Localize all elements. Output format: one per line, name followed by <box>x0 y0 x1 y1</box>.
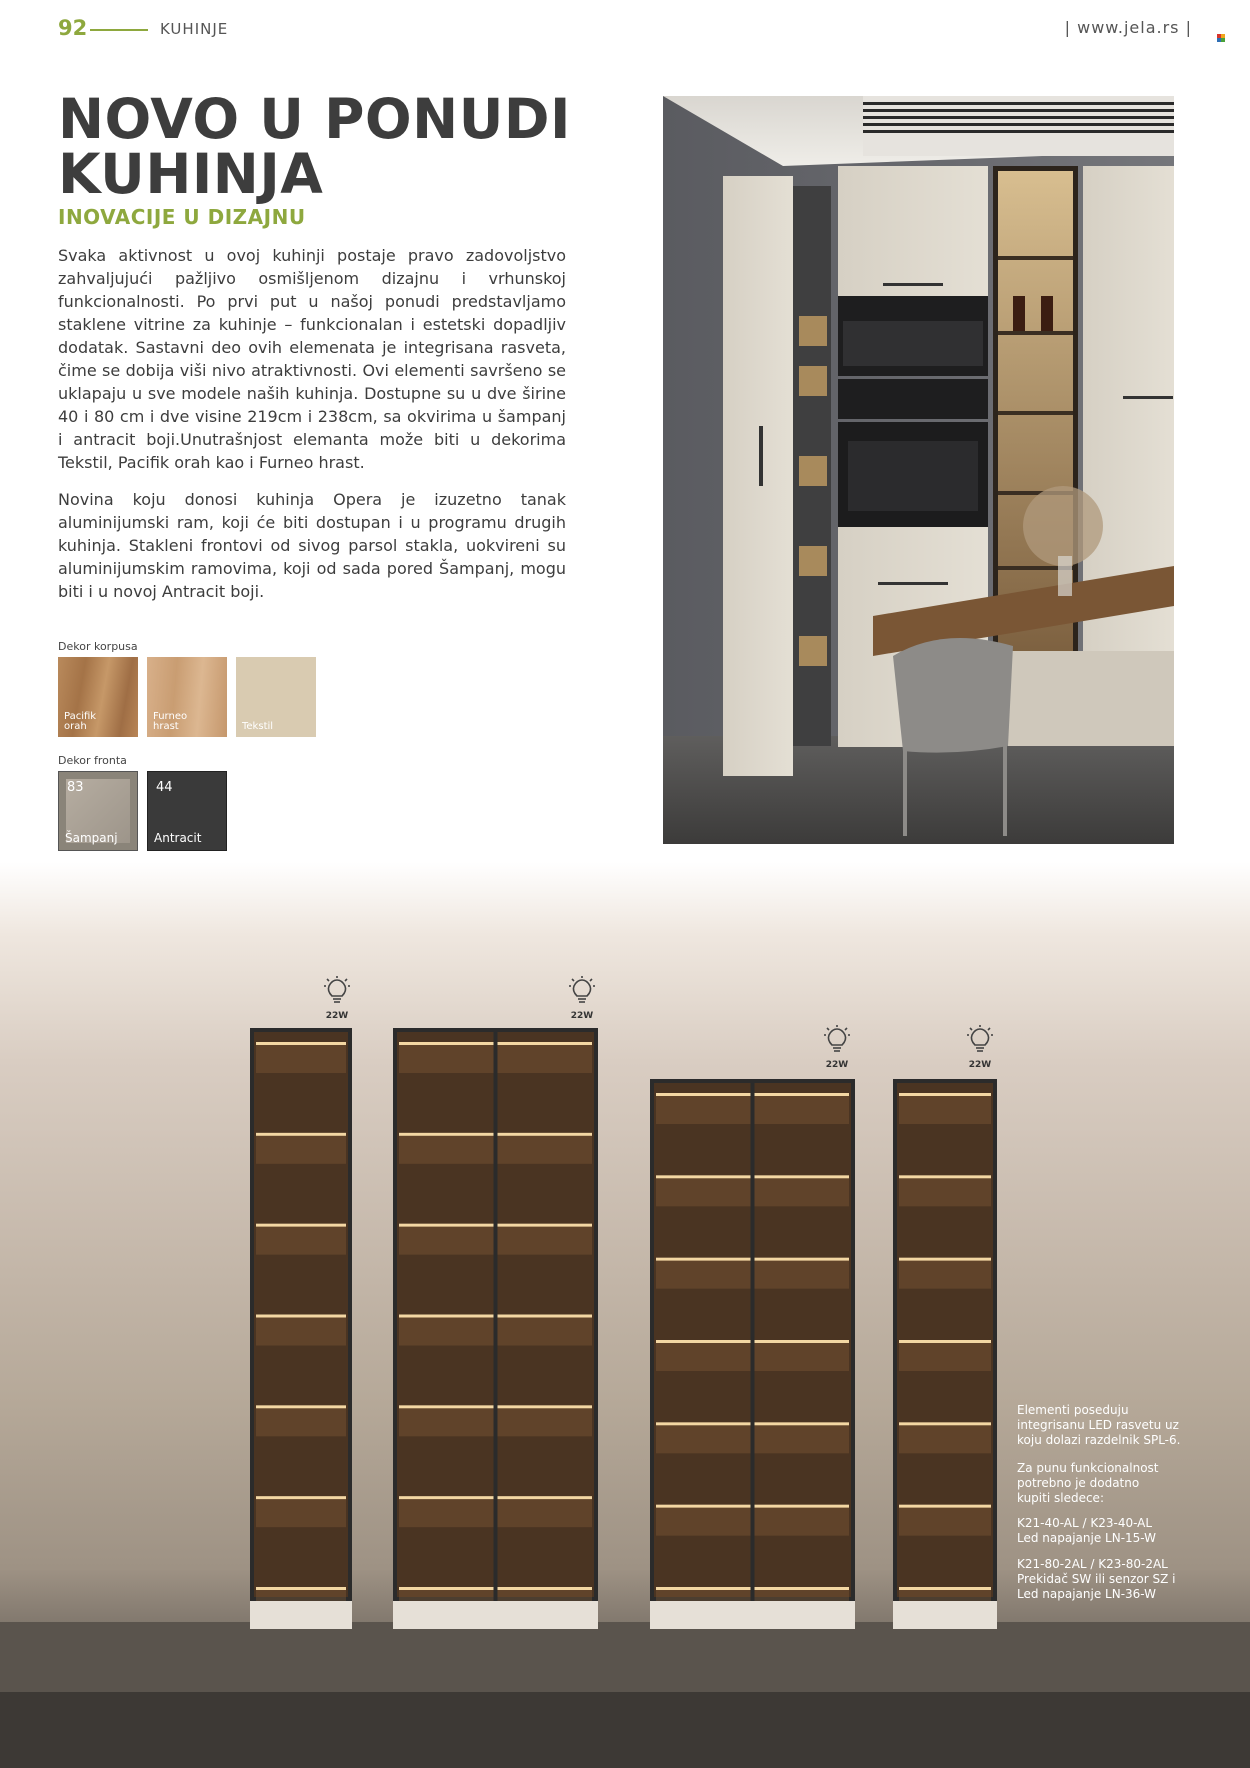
led-shelf <box>256 1042 346 1045</box>
swatch-code: 83 <box>67 780 84 795</box>
swatch-label: Šampanj <box>65 831 118 845</box>
kitchen-photo <box>663 96 1174 844</box>
page-number: 92 <box>58 16 88 40</box>
website-link[interactable]: | www.jela.rs | <box>1064 18 1192 37</box>
section-name: KUHINJE <box>160 20 229 38</box>
wattage-label: 22W <box>825 1060 849 1070</box>
opera-paragraph: Novina koju donosi kuhinja Opera je izuzetno tanak aluminijumski ram, koji će biti dostupan i u programu drugih kuhinja. Stakleni frontovi od sivog parsol stakla, uokvireni su aluminijumskim ramovima, koji od sada pored Šampanj, mogu biti i u novoj Antracit boji. <box>58 490 566 601</box>
led-shelf <box>899 1175 991 1178</box>
info-requirements: Za punu funkcionalnost potrebno je dodatno kupiti sledece: <box>1017 1461 1159 1505</box>
cabinet-plinth <box>250 1601 352 1629</box>
door-divider <box>494 1028 498 1601</box>
swatch-furneo-hrast[interactable] <box>147 657 227 737</box>
led-shelf <box>899 1587 991 1590</box>
info-led: Elementi poseduju integrisanu LED rasvetu uz koju dolazi razdelnik SPL-6. <box>1017 1403 1181 1447</box>
cabinet-plinth <box>650 1601 855 1629</box>
title-line-2: KUHINJA <box>58 142 324 206</box>
wattage-label: 22W <box>570 1011 594 1021</box>
cabinet-plinth <box>893 1601 997 1629</box>
led-shelf <box>899 1093 991 1096</box>
dekor-fronta-label: Dekor fronta <box>58 754 127 767</box>
swatch-code: 44 <box>156 780 173 795</box>
led-shelf <box>256 1224 346 1227</box>
info-40-models: K21-40-AL / K23-40-AL Led napajanje LN-15-W <box>1017 1516 1157 1545</box>
light-bulb-icon <box>817 1025 857 1061</box>
led-shelf <box>899 1422 991 1425</box>
color-marker-icon <box>1217 34 1227 44</box>
intro-paragraph: Svaka aktivnost u ovoj kuhinji postaje pravo zadovoljstvo zahvaljujući pažljivo osmišljenom dizajnu i vrhunskoj funkcionalnosti. Po prvi put u našoj ponudi predstavljamo staklene vitrine za kuhinje – funkcionalan i estetski dopadljiv dodatak. Sastavni deo ovih elemenata je integrisana rasveta, čime se dobija viši nivo atraktivnosti. Ovi elementi savršeno se uklapaju u sve modele naših kuhinja. Dostupne su u dve širine 40 i 80 cm i dve visine 219cm i 238cm, sa okvirima u šampanj i antracit boji.Unutrašnjost elemanta može biti u dekorima Tekstil, Pacifik orah kao i Furneo hrast. <box>58 246 566 472</box>
led-shelf <box>256 1133 346 1136</box>
light-bulb-icon <box>562 976 602 1012</box>
swatch-sampanj[interactable] <box>58 771 138 851</box>
led-shelf <box>256 1496 346 1499</box>
info-80-models: K21-80-2AL / K23-80-2AL Prekidač SW ili senzor SZ i Led napajanje LN-36-W <box>1017 1557 1176 1601</box>
page-subtitle: INOVACIJE U DIZAJNU <box>58 205 306 229</box>
title-line-1: NOVO U PONUDI <box>58 87 571 151</box>
led-shelf <box>899 1340 991 1343</box>
cabinet-plinth <box>393 1601 598 1629</box>
swatch-label: Pacifik orah <box>64 711 97 732</box>
led-shelf <box>256 1587 346 1590</box>
swatch-antracit[interactable] <box>147 771 227 851</box>
door-divider <box>751 1079 755 1601</box>
led-shelf <box>256 1405 346 1408</box>
swatch-label: Tekstil <box>242 721 274 732</box>
wattage-label: 22W <box>968 1060 992 1070</box>
glass-cabinets <box>0 862 1250 1768</box>
light-bulb-icon <box>317 976 357 1012</box>
dekor-korpusa-label: Dekor korpusa <box>58 640 138 653</box>
wattage-label: 22W <box>325 1011 349 1021</box>
swatch-label: Furneo hrast <box>153 711 188 732</box>
led-shelf <box>256 1315 346 1318</box>
swatch-tekstil[interactable] <box>236 657 316 737</box>
led-shelf <box>899 1505 991 1508</box>
swatch-label: Antracit <box>154 831 202 845</box>
cabinet-scene <box>0 862 1250 1768</box>
header-rule <box>90 29 148 31</box>
swatch-pacifik-orah[interactable] <box>58 657 138 737</box>
led-shelf <box>899 1258 991 1261</box>
page-title <box>58 87 638 206</box>
light-bulb-icon <box>960 1025 1000 1061</box>
